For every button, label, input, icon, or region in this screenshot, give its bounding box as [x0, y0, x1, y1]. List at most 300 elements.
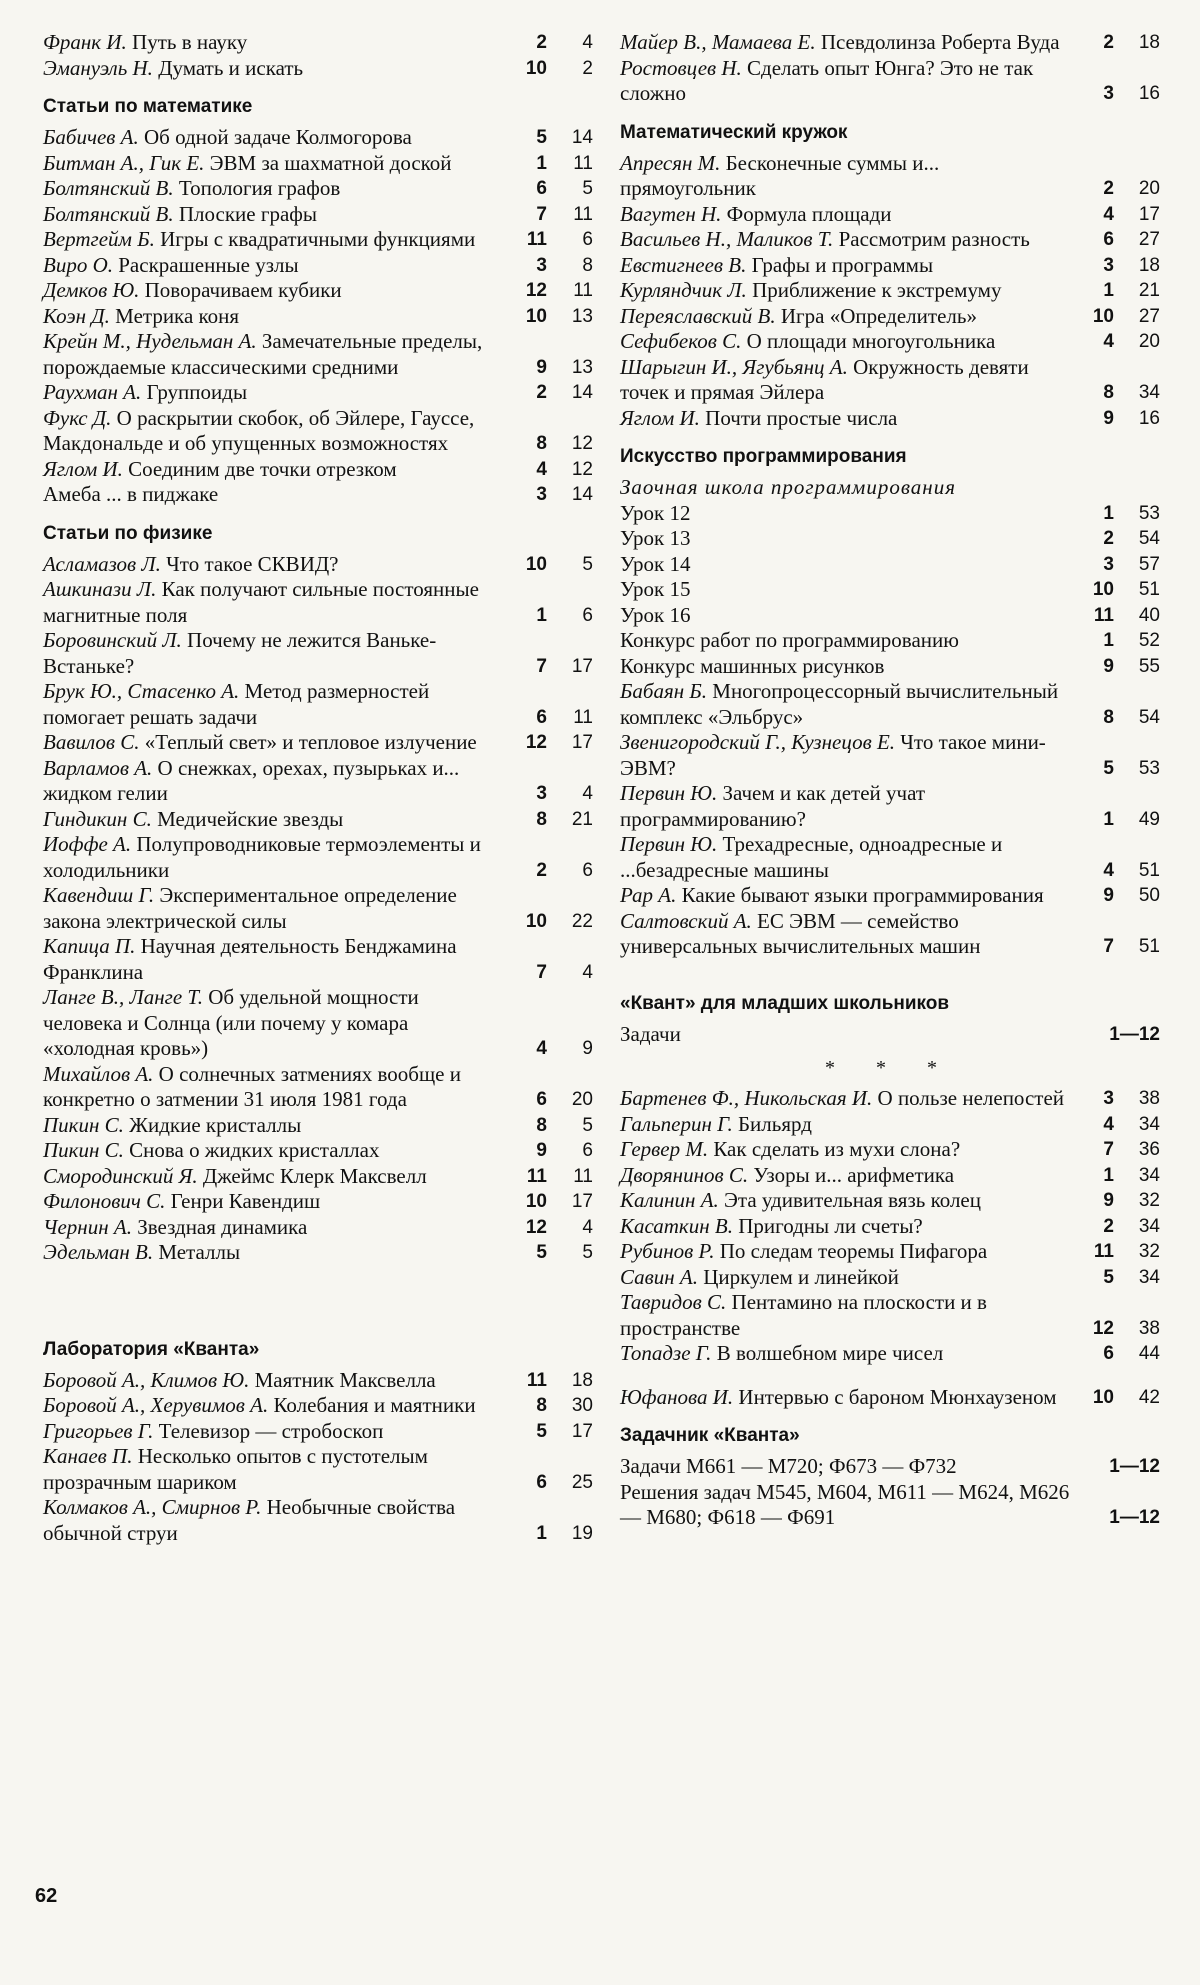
index-entry [620, 151, 1160, 202]
entry-text [43, 756, 511, 807]
entry-author: Канаев П. [43, 1444, 133, 1468]
issue-number: 1 [536, 604, 547, 626]
page-ref: 34 [1138, 1113, 1160, 1135]
issue-number: 1 [1103, 808, 1114, 830]
issue-number: 7 [1103, 1139, 1114, 1160]
page-ref: 57 [1138, 553, 1160, 575]
index-entry [620, 603, 1160, 629]
issue-number: 2 [1103, 1215, 1114, 1237]
entry-author: Ростовцев Н. [620, 55, 742, 80]
index-entry [43, 807, 593, 833]
issue-number: 10 [525, 553, 547, 575]
entry-text [620, 1341, 1078, 1367]
entry-title: Псевдолинза Роберта Вуда [820, 30, 1060, 54]
entry-title: Конкурс работ по программированию [620, 628, 959, 652]
entry-title: Урок 12 [620, 500, 691, 525]
entry-author: Иоффе А. [43, 832, 132, 856]
index-entry [620, 304, 1160, 330]
entry-author: Бартенев Ф., Никольская И. [620, 1086, 873, 1110]
entry-text [43, 883, 511, 934]
entry-text [620, 1265, 1078, 1291]
issue-number: 7 [536, 655, 547, 677]
entry-title: Что такое СКВИД? [166, 551, 339, 576]
index-entry [43, 482, 593, 508]
entry-text [43, 1164, 511, 1190]
entry-text [620, 355, 1078, 406]
index-entry [620, 202, 1160, 228]
page-ref: 16 [1138, 407, 1160, 429]
index-entry [620, 30, 1160, 56]
index-entry [620, 355, 1160, 406]
index-entry [43, 1062, 593, 1113]
index-entry [43, 756, 593, 807]
page-ref: 11 [573, 152, 593, 174]
issue-number: 5 [1103, 757, 1114, 779]
entry-title: Урок 14 [620, 551, 691, 576]
entry-text [620, 1385, 1078, 1411]
index-entry [43, 1189, 593, 1215]
index-entry [43, 1444, 593, 1495]
entry-title: О раскрытии скобок, об Эйлере, Гауссе, Макдональде и об упущенных возможностях [43, 405, 475, 455]
issue-number: 9 [1103, 1190, 1114, 1211]
index-entry [620, 56, 1160, 107]
entry-author: Гиндикин С. [43, 806, 152, 831]
entry-title: Пригодны ли счеты? [738, 1213, 923, 1238]
entry-title: Почему не лежится Ваньке-Встаньке? [43, 628, 437, 678]
entry-author: Коэн Д. [43, 303, 110, 328]
entry-title: ЭВМ за шахматной доской [209, 150, 452, 175]
entry-title: В волшебном мире чисел [716, 1341, 944, 1365]
entry-title: Циркулем и линейкой [703, 1264, 899, 1289]
index-entry [620, 832, 1160, 883]
index-entry [620, 526, 1160, 552]
page-ref: 17 [1138, 203, 1160, 225]
issue-number: 3 [1103, 1088, 1114, 1109]
entry-author: Ашкинази Л. [43, 577, 157, 601]
page-ref: 36 [1138, 1139, 1160, 1160]
index-entry [620, 227, 1160, 253]
entry-title: Игра «Определитель» [780, 303, 977, 328]
entry-title: Амеба ... в пиджаке [43, 482, 219, 506]
index-entry [620, 1480, 1160, 1531]
entry-author: Гервер М. [620, 1137, 709, 1161]
entry-text [43, 1393, 511, 1419]
index-entry [43, 883, 593, 934]
index-entry [620, 1022, 1160, 1048]
entry-author: Болтянский В. [43, 201, 174, 226]
page-ref: 51 [1138, 579, 1160, 600]
entry-title: Задачи [620, 1021, 681, 1046]
issue-number: 6 [1103, 1343, 1114, 1364]
entry-text [43, 934, 511, 985]
entry-title: Эта удивительная вязь колец [724, 1188, 981, 1212]
index-entry [43, 1138, 593, 1164]
issue-number: 8 [1103, 706, 1114, 728]
entry-text [620, 30, 1078, 56]
entry-author: Колмаков А., Смирнов Р. [43, 1495, 262, 1519]
issue-number: 2 [536, 859, 547, 881]
index-entry [43, 125, 593, 151]
entry-text [43, 406, 511, 457]
entry-text [620, 1112, 1078, 1138]
issue-number: 3 [536, 254, 547, 276]
entry-text [620, 832, 1078, 883]
entry-author: Первин Ю. [620, 832, 718, 856]
index-entry [43, 406, 593, 457]
entry-author: Крейн М., Нудельман А. [43, 329, 257, 353]
index-entry [43, 278, 593, 304]
entry-title: Трехадресные, одноадресные и ...безадресные машины [620, 832, 1003, 882]
page-ref: 40 [1138, 604, 1160, 626]
page-ref: 14 [571, 127, 593, 148]
entry-text [43, 482, 511, 508]
entry-author: Виро О. [43, 252, 113, 277]
entry-author: Топадзе Г. [620, 1341, 712, 1365]
page-number: 62 [35, 1885, 58, 1907]
page-ref: 19 [571, 1522, 593, 1544]
index-entry [43, 56, 593, 82]
entry-text [620, 552, 1078, 578]
subsection-heading: Заочная школа программирования [620, 475, 956, 499]
entry-author: Фукс Д. [43, 405, 112, 430]
section-heading: Математический кружок [620, 121, 848, 143]
index-entry [620, 883, 1160, 909]
entry-text [43, 329, 511, 380]
entry-title: Топология графов [178, 176, 341, 200]
entry-author: Варламов А. [43, 755, 153, 780]
issue-number: 10 [1092, 305, 1114, 327]
entry-text [43, 985, 511, 1062]
entry-title: Окружность девяти точек и прямая Эйлера [620, 354, 1029, 404]
index-entry [43, 1419, 593, 1445]
entry-title: Поворачиваем кубики [144, 278, 342, 302]
entry-text [43, 1444, 511, 1495]
issue-number: 6 [536, 1089, 547, 1110]
entry-text [43, 1062, 511, 1113]
index-entry [620, 1341, 1160, 1367]
entry-text [620, 1086, 1078, 1112]
entry-author: Чернин А. [43, 1214, 132, 1239]
section-heading: Статьи по физике [43, 522, 213, 544]
entry-text [43, 1495, 511, 1546]
index-entry [620, 501, 1160, 527]
issue-number: 2 [536, 382, 547, 403]
index-entry [620, 1214, 1160, 1240]
page-ref: 27 [1138, 229, 1160, 250]
entry-title: Решения задач М545, М604, М611 — М624, М626 — М680; Ф618 — Ф691 [620, 1479, 1070, 1529]
entry-text [620, 1480, 1078, 1531]
entry-author: Яглом И. [43, 456, 123, 481]
entry-author: Эдельман В. [43, 1240, 154, 1264]
entry-title: Урок 15 [620, 577, 691, 601]
entry-author: Звенигородский Г., Кузнецов Е. [620, 730, 896, 754]
issue-number: 10 [1092, 1386, 1114, 1408]
page-ref: 38 [1138, 1088, 1160, 1109]
page-ref: 53 [1138, 502, 1160, 524]
entry-text [620, 278, 1078, 304]
entry-text [43, 304, 511, 330]
issue-number: 6 [536, 178, 547, 199]
page-ref: 27 [1138, 305, 1160, 327]
issue-number: 9 [1103, 655, 1114, 677]
entry-author: Бабаян Б. [620, 679, 708, 703]
index-entry [620, 1137, 1160, 1163]
entry-text [43, 1189, 511, 1215]
entry-author: Боровой А., Херувимов А. [43, 1393, 269, 1417]
entry-author: Сефибеков С. [620, 329, 742, 353]
entry-author: Вагутен Н. [620, 201, 722, 226]
index-entry [620, 730, 1160, 781]
page-ref: 20 [1138, 178, 1160, 199]
page-ref: 4 [582, 32, 593, 53]
page-ref: 22 [571, 910, 593, 932]
page-ref: 38 [1138, 1317, 1160, 1339]
issue-number: 11 [526, 1369, 547, 1391]
index-entry [620, 552, 1160, 578]
issue-number: 4 [1103, 331, 1114, 352]
page-ref: 34 [1138, 1215, 1160, 1237]
entry-title: Об удельной мощности человека и Солнца (или почему у комара «холодная кровь») [43, 985, 419, 1060]
issue-number: 1 [1103, 630, 1114, 651]
index-entry [620, 577, 1160, 603]
page-ref: 54 [1138, 706, 1160, 728]
page-ref: 53 [1138, 757, 1160, 779]
index-entry [43, 934, 593, 985]
page-ref: 14 [571, 484, 593, 505]
entry-text [43, 176, 511, 202]
entry-text [620, 679, 1078, 730]
entry-title: Приближение к экстремуму [752, 278, 1002, 302]
entry-title: Какие бывают языки программирования [681, 883, 1044, 907]
page-ref: 51 [1138, 936, 1160, 957]
issue-number: 1 [536, 152, 547, 174]
index-entry [43, 457, 593, 483]
page-ref: 6 [582, 1140, 593, 1161]
entry-title: Замечательные пределы, порождаемые классическими средними [43, 329, 483, 379]
entry-author: Григорьев Г. [43, 1418, 154, 1443]
entry-title: О площади многоугольника [746, 329, 996, 353]
entry-text [620, 1163, 1078, 1189]
entry-title: Графы и программы [751, 252, 934, 277]
entry-title: Научная деятельность Бенджамина Франклина [43, 934, 457, 984]
entry-author: Михайлов А. [43, 1061, 154, 1086]
entry-text [43, 832, 511, 883]
issue-number: 12 [525, 280, 547, 301]
entry-author: Ланге В., Ланге Т. [43, 985, 203, 1009]
entry-title: Звездная динамика [137, 1214, 308, 1239]
entry-author: Бабичев А. [43, 125, 139, 149]
entry-text [43, 1113, 511, 1139]
issue-number: 1 [536, 1522, 547, 1544]
spacer [620, 960, 1160, 978]
issue-number: 6 [1103, 229, 1114, 250]
page-ref: 5 [582, 1242, 593, 1263]
issue-number: 4 [536, 1038, 547, 1059]
issue-number: 4 [1103, 859, 1114, 881]
issue-number: 10 [525, 910, 547, 932]
spacer [620, 1367, 1160, 1385]
entry-text [43, 1240, 511, 1266]
index-entry [43, 832, 593, 883]
page-ref: 21 [1138, 280, 1160, 301]
page-ref: 8 [582, 254, 593, 276]
index-entry [620, 679, 1160, 730]
page-ref: 6 [582, 859, 593, 881]
entry-text [620, 883, 1078, 909]
page-ref: 34 [1138, 1164, 1160, 1186]
page-ref: 34 [1138, 382, 1160, 403]
section-heading: «Квант» для младших школьников [620, 992, 950, 1014]
entry-text [43, 807, 511, 833]
entry-text [43, 227, 511, 253]
entry-author: Брук Ю., Стасенко А. [43, 679, 240, 703]
page-ref: 18 [1138, 254, 1160, 276]
index-entry [43, 577, 593, 628]
entry-title: Необычные свойства обычной струи [43, 1495, 456, 1545]
entry-title: Игры с квадратичными функциями [160, 227, 476, 251]
issue-number: 11 [526, 1165, 547, 1187]
entry-text [43, 1215, 511, 1241]
issue-number: 3 [536, 484, 547, 505]
index-entry [620, 1290, 1160, 1341]
index-entry [43, 304, 593, 330]
page-ref: 11 [573, 280, 593, 301]
page-ref: 50 [1138, 885, 1160, 906]
entry-title: Соединим две точки отрезком [128, 456, 397, 481]
entry-title: Жидкие кристаллы [129, 1112, 302, 1137]
entry-title: О солнечных затмениях вообще и конкретно о затмении 31 июля 1981 года [43, 1061, 461, 1111]
page-ref: 5 [582, 1114, 593, 1136]
page-ref: 30 [571, 1395, 593, 1416]
index-entry [620, 1454, 1160, 1480]
page-ref: 11 [573, 203, 593, 225]
entry-title: Несколько опытов с пустотелым прозрачным шариком [43, 1444, 428, 1494]
page-ref: 32 [1138, 1190, 1160, 1211]
entry-author: Майер В., Мамаева Е. [620, 30, 816, 54]
page-ref: 16 [1138, 83, 1160, 104]
entry-title: Путь в науку [132, 30, 248, 54]
entry-title: Что такое мини-ЭВМ? [620, 730, 1046, 780]
page-ref: 54 [1138, 528, 1160, 549]
entry-author: Пикин С. [43, 1112, 124, 1137]
page-ref: 17 [571, 1420, 593, 1442]
issue-number: 3 [1103, 553, 1114, 575]
index-entry [620, 1086, 1160, 1112]
entry-title: Бильярд [738, 1111, 812, 1136]
index-entry [43, 1215, 593, 1241]
section-heading: Лаборатория «Кванта» [43, 1338, 260, 1360]
right-column [620, 30, 1160, 1531]
page-ref: 6 [582, 604, 593, 626]
page-ref: 44 [1138, 1343, 1160, 1364]
index-entry [620, 628, 1160, 654]
index-entry [620, 278, 1160, 304]
page-ref: 42 [1138, 1386, 1160, 1408]
entry-text [620, 909, 1078, 960]
issue-number: 5 [536, 1420, 547, 1442]
entry-author: Шарыгин И., Ягубьянц А. [620, 354, 848, 379]
issue-number: 8 [536, 1395, 547, 1416]
entry-title: Джеймс Клерк Максвелл [202, 1163, 427, 1188]
entry-title: Как получают сильные постоянные магнитные поля [43, 577, 479, 627]
index-entry [43, 202, 593, 228]
page-ref: 4 [582, 783, 593, 804]
entry-text [620, 526, 1078, 552]
page-ref: 13 [571, 305, 593, 327]
index-entry [620, 909, 1160, 960]
page-ref: 12 [571, 433, 593, 454]
entry-author: Боровинский Л. [43, 628, 182, 652]
entry-title: Метрика коня [115, 303, 240, 328]
index-entry [43, 329, 593, 380]
page-ref: 11 [573, 1165, 593, 1187]
left-column [43, 30, 593, 1546]
issue-number: 11 [1093, 604, 1114, 626]
entry-text [620, 628, 1078, 654]
entry-author: Боровой А., Климов Ю. [43, 1367, 250, 1392]
entry-title: Медичейские звезды [157, 806, 344, 831]
entry-author: Салтовский А. [620, 908, 752, 933]
entry-author: Яглом И. [620, 405, 700, 430]
issue-number: 12 [525, 732, 547, 753]
section-heading: Статьи по математике [43, 96, 253, 117]
entry-text [43, 628, 511, 679]
entry-text [43, 278, 511, 304]
page-ref: 5 [582, 178, 593, 199]
entry-text [43, 380, 511, 406]
entry-title: Урок 13 [620, 526, 691, 550]
index-entry [620, 1188, 1160, 1214]
entry-title: Маятник Максвелла [254, 1367, 436, 1392]
index-entry [43, 985, 593, 1062]
entry-author: Пикин С. [43, 1138, 124, 1162]
entry-title: Интервью с бароном Мюнхаузеном [738, 1384, 1057, 1409]
entry-title: Метод размерностей помогает решать задачи [43, 679, 430, 729]
entry-title: Формула площади [726, 201, 892, 226]
entry-title: Колебания и маятники [273, 1393, 476, 1417]
issue-number: 5 [536, 127, 547, 148]
issue-number: 2 [1103, 528, 1114, 549]
entry-text [43, 577, 511, 628]
entry-author: Юфанова И. [620, 1384, 734, 1409]
issue-number: 7 [1103, 936, 1114, 957]
page-ref: 25 [571, 1471, 593, 1493]
page-ref: 49 [1138, 808, 1160, 830]
issue-number: 10 [525, 57, 547, 79]
entry-text [620, 329, 1078, 355]
entry-title: Многопроцессорный вычислительный комплекс «Эльбрус» [620, 679, 1059, 729]
index-entry [620, 1385, 1160, 1411]
entry-text [620, 1239, 1078, 1265]
index-entry [43, 1368, 593, 1394]
entry-title: Пентамино на плоскости и в пространстве [620, 1290, 987, 1340]
page-ref: 6 [582, 229, 593, 250]
issue-number: 12 [1092, 1317, 1114, 1339]
issue-number: 6 [536, 1471, 547, 1493]
issue-number: 10 [1092, 579, 1114, 600]
index-entry [620, 1112, 1160, 1138]
issue-range: 1—12 [1109, 1507, 1160, 1528]
page-ref: 18 [571, 1369, 593, 1391]
entry-title: Зачем и как детей учат программированию? [620, 781, 926, 831]
entry-title: Почти простые числа [705, 405, 898, 430]
entry-title: Бесконечные суммы и... прямоугольник [620, 150, 940, 200]
index-entry [620, 253, 1160, 279]
entry-text [43, 253, 511, 279]
page-ref: 2 [582, 57, 593, 79]
entry-title: Рассмотрим разность [838, 227, 1030, 251]
index-entry [43, 380, 593, 406]
